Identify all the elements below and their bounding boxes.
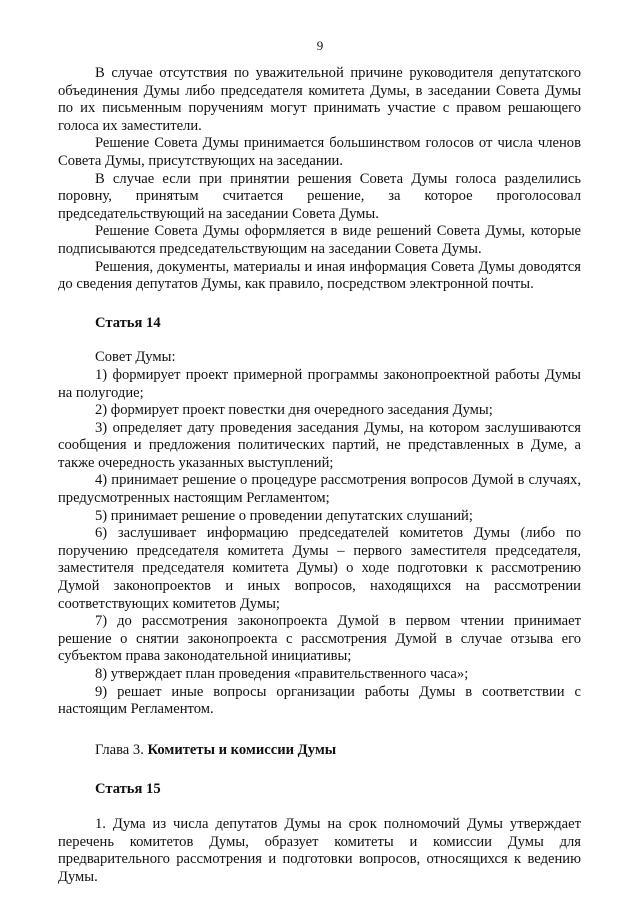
list-item: 7) до рассмотрения законопроекта Думой в первом чтении принимает решение о снятии законопроекта с рассмотрения Думой в случае отзыва его субъектом права законодательной инициативы; [58,613,581,665]
list-item: 5) принимает решение о проведении депутатских слушаний; [95,507,473,524]
page-number: 9 [316,38,324,53]
list-item: 8) утверждает план проведения «правительственного часа»; [95,666,469,682]
article-14-heading: Статья 14 [95,314,161,331]
list-item: 3) определяет дату проведения заседания Думы, на котором заслушиваются сообщения и предложения политических партий, не представленных в Думе, а также очередность указанных выступлений; [58,419,581,471]
paragraph: В случае отсутствия по уважительной причине руководителя депутатского объединения Думы либо председателя комитета Думы, в заседании Совета Думы по их письменным поручениям могут принимать участие с правом решающего голоса их заместители. [58,65,581,134]
list-item: 6) заслушивает информацию председателей комитетов Думы (либо по поручению председателя комитета Думы – первого заместителя председателя, заместителя председателя комитета Думы) о ходе подготовки к рассмотрению Думой законопроектов и иных вопросов, находящихся на рассмотрении соответствующих комитетов Думы; [58,525,581,612]
list-item: 2) формирует проект повестки дня очередного заседания Думы; [95,402,493,419]
paragraph: Решение Совета Думы принимается большинством голосов от числа членов Совета Думы, присутствующих на заседании. [58,135,581,169]
document-body [58,65,581,886]
chapter-3-heading [58,742,581,760]
paragraph: Решение Совета Думы оформляется в виде решений Совета Думы, которые подписываются председательствующим на заседании Совета Думы. [58,223,581,257]
list-item: 1) формирует проект примерной программы законопроектной работы Думы на полугодие; [58,366,581,401]
paragraph: 1. Дума из числа депутатов Думы на срок полномочий Думы утверждает перечень комитетов Думы, образует комитеты и комиссии Думы для предварительного рассмотрения и подготовки вопросов, относящихся к ведению Думы. [58,815,581,885]
list-item: 4) принимает решение о процедуре рассмотрения вопросов Думой в случаях, предусмотренных настоящим Регламентом; [58,472,581,507]
chapter-title: Комитеты и комиссии Думы [147,741,337,758]
paragraph: Решения, документы, материалы и иная информация Совета Думы доводятся до сведения депутатов Думы, как правило, посредством электронной почты. [58,258,581,293]
chapter-prefix: Глава 3. [95,741,144,758]
list-item: 9) решает иные вопросы организации работы Думы в соответствии с настоящим Регламентом. [58,683,581,718]
article-15-heading: Статья 15 [95,781,161,798]
article-14-intro: Совет Думы: [95,349,176,366]
paragraph: В случае если при принятии решения Совета Думы голоса разделились поровну, принятым считается решение, за которое проголосовал председательствующий на заседании Совета Думы. [58,170,581,222]
